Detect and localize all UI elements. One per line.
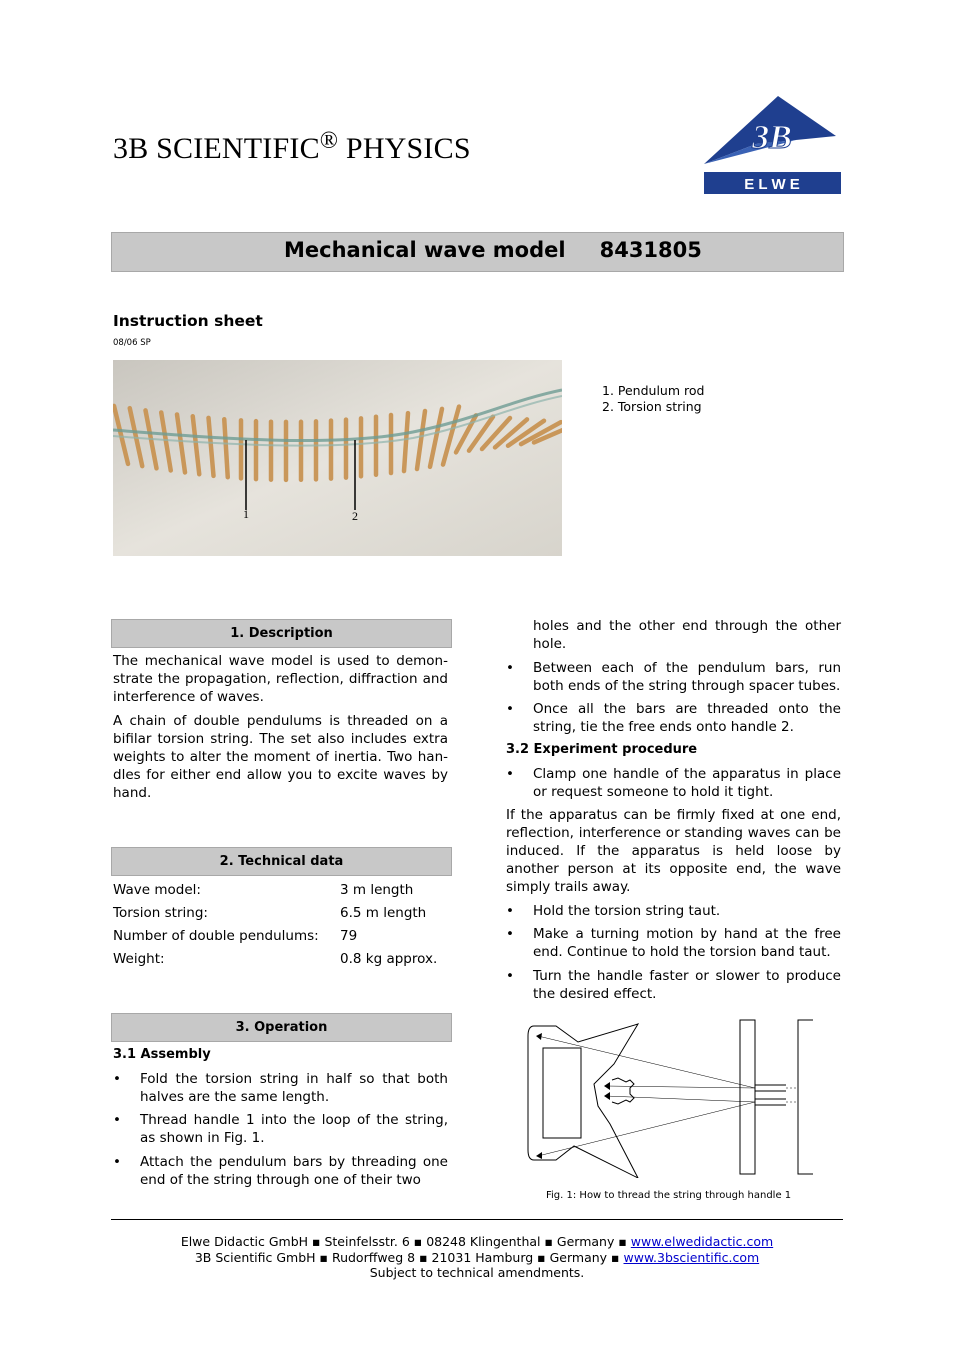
- tech-label: Number of double pendulums:: [113, 928, 319, 944]
- tech-value: 79: [340, 928, 358, 944]
- photo-label-1: 1: [243, 507, 249, 521]
- procedure-heading: 3.2 Experiment procedure: [506, 742, 698, 757]
- product-name: Mechanical wave model: [284, 238, 566, 262]
- tech-label: Weight:: [113, 951, 165, 967]
- tech-value: 3 m length: [340, 882, 414, 898]
- list-item: • Thread handle 1 into the loop of the string, as shown in Fig. 1.: [113, 1112, 448, 1146]
- legend: [602, 383, 704, 415]
- list-item: • Attach the pendulum bars by threading one end of the string through one of their two: [113, 1154, 448, 1188]
- product-number: 8431805: [599, 238, 702, 262]
- section-operation-heading: 3. Operation: [111, 1013, 452, 1042]
- list-item: • Once all the bars are threaded onto the string, tie the free ends onto handle 2.: [506, 701, 841, 735]
- logo-elwe: E L W E: [744, 176, 800, 193]
- description-p1: The mechanical wave model is used to demon-strate the propagation, reflection, diffraction and interference of waves.: [113, 653, 448, 705]
- 3bscientific-link[interactable]: www.3bscientific.com: [623, 1249, 760, 1265]
- tech-value: 6.5 m length: [340, 905, 427, 921]
- footer-line-1: Elwe Didactic GmbH ▪ Steinfelsstr. 6 ▪ 08248 Klingenthal ▪ Germany ▪ www.elwedidactic.com: [180, 1234, 774, 1249]
- assembly-heading: 3.1 Assembly: [113, 1047, 211, 1062]
- footer: [111, 1234, 843, 1281]
- section-technical-heading: 2. Technical data: [111, 847, 452, 876]
- tech-label: Torsion string:: [113, 905, 208, 921]
- footer-divider: [111, 1219, 843, 1220]
- section-description-heading: 1. Description: [111, 619, 452, 648]
- list-item: • Make a turning motion by hand at the free end. Continue to hold the torsion band taut.: [506, 926, 841, 960]
- list-item: • Hold the torsion string taut.: [506, 903, 721, 919]
- wave-model-photo: [113, 360, 562, 556]
- tech-value: 0.8 kg approx.: [340, 951, 438, 967]
- footer-line-2: 3B Scientific GmbH ▪ Rudorffweg 8 ▪ 21031 Hamburg ▪ Germany ▪ www.3bscientific.com: [194, 1249, 760, 1265]
- doc-date: 08/06 SP: [113, 338, 151, 348]
- legend-item: 1. Pendulum rod: [602, 383, 705, 398]
- figure-caption: Fig. 1: How to thread the string through handle 1: [546, 1190, 792, 1201]
- description-p2: A chain of double pendulums is threaded on a bifilar torsion string. The set also includes extra weights to alter the moment of inertia. Two han-dles for either end allow you to excite waves by hand.: [113, 713, 448, 801]
- 3b-elwe-logo: [700, 94, 842, 196]
- legend-item: 2. Torsion string: [602, 399, 702, 414]
- brand-title: 3B SCIENTIFIC® PHYSICS: [113, 128, 471, 165]
- list-item: • Turn the handle faster or slower to produce the desired effect.: [506, 968, 841, 1002]
- tech-label: Wave model:: [113, 882, 201, 898]
- list-item: • Clamp one handle of the apparatus in place or request someone to hold it tight.: [506, 766, 841, 800]
- registered-mark: ®: [319, 128, 339, 154]
- list-item: • Fold the torsion string in half so that both halves are the same length.: [113, 1071, 448, 1105]
- figure-1-diagram: [526, 1018, 818, 1178]
- procedure-paragraph: If the apparatus can be firmly fixed at one end, reflection, interference or standing waves can be induced. If the apparatus is held loose by another person at its opposite end, the wave simply trails away.: [506, 807, 841, 895]
- footer-line-3: Subject to technical amendments.: [369, 1265, 585, 1280]
- product-title: [284, 238, 702, 262]
- instruction-sheet-heading: Instruction sheet: [113, 312, 263, 330]
- svg-text:3B: 3B: [752, 119, 792, 156]
- elwedidactic-link[interactable]: www.elwedidactic.com: [630, 1234, 774, 1249]
- photo-label-2: 2: [352, 509, 358, 523]
- list-item-continued: holes and the other end through the other hole.: [533, 618, 841, 652]
- list-item: • Between each of the pendulum bars, run both ends of the string through spacer tubes.: [506, 660, 841, 694]
